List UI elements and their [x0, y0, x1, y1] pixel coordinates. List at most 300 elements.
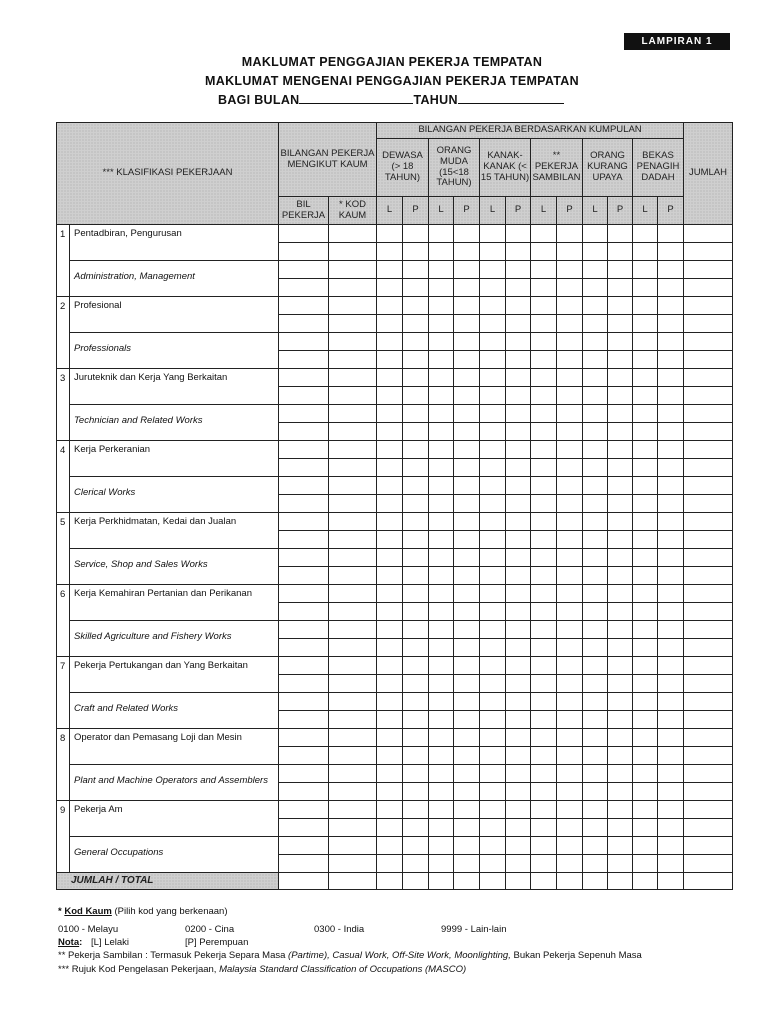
entry-cell[interactable] — [480, 459, 506, 477]
entry-cell[interactable] — [403, 333, 429, 351]
entry-cell[interactable] — [377, 549, 403, 567]
entry-cell[interactable] — [329, 423, 377, 441]
entry-cell[interactable] — [608, 819, 633, 837]
entry-cell[interactable] — [557, 621, 583, 639]
entry-cell[interactable] — [506, 711, 531, 729]
entry-cell[interactable] — [658, 729, 684, 747]
entry-cell[interactable] — [608, 387, 633, 405]
entry-cell[interactable] — [377, 837, 403, 855]
entry-cell[interactable] — [557, 243, 583, 261]
entry-cell[interactable] — [583, 261, 608, 279]
entry-cell[interactable] — [429, 693, 454, 711]
entry-cell[interactable] — [608, 675, 633, 693]
entry-cell[interactable] — [329, 585, 377, 603]
entry-cell[interactable] — [608, 621, 633, 639]
entry-cell[interactable] — [429, 423, 454, 441]
entry-cell[interactable] — [377, 513, 403, 531]
entry-cell[interactable] — [658, 711, 684, 729]
entry-cell[interactable] — [454, 441, 480, 459]
entry-cell[interactable] — [279, 783, 329, 801]
entry-cell[interactable] — [633, 405, 658, 423]
entry-cell[interactable] — [279, 747, 329, 765]
entry-cell[interactable] — [531, 837, 557, 855]
entry-cell[interactable] — [429, 441, 454, 459]
entry-cell[interactable] — [480, 261, 506, 279]
entry-cell[interactable] — [658, 873, 684, 890]
entry-cell[interactable] — [454, 243, 480, 261]
entry-cell[interactable] — [506, 585, 531, 603]
entry-cell[interactable] — [684, 261, 733, 279]
entry-cell[interactable] — [506, 639, 531, 657]
entry-cell[interactable] — [557, 261, 583, 279]
entry-cell[interactable] — [480, 837, 506, 855]
entry-cell[interactable] — [583, 351, 608, 369]
entry-cell[interactable] — [684, 297, 733, 315]
entry-cell[interactable] — [684, 243, 733, 261]
entry-cell[interactable] — [557, 387, 583, 405]
entry-cell[interactable] — [329, 549, 377, 567]
entry-cell[interactable] — [531, 801, 557, 819]
entry-cell[interactable] — [608, 297, 633, 315]
entry-cell[interactable] — [608, 855, 633, 873]
entry-cell[interactable] — [583, 693, 608, 711]
entry-cell[interactable] — [633, 837, 658, 855]
entry-cell[interactable] — [279, 801, 329, 819]
entry-cell[interactable] — [429, 639, 454, 657]
entry-cell[interactable] — [480, 243, 506, 261]
entry-cell[interactable] — [454, 567, 480, 585]
entry-cell[interactable] — [480, 423, 506, 441]
entry-cell[interactable] — [403, 585, 429, 603]
entry-cell[interactable] — [557, 657, 583, 675]
entry-cell[interactable] — [454, 729, 480, 747]
entry-cell[interactable] — [403, 261, 429, 279]
entry-cell[interactable] — [531, 333, 557, 351]
entry-cell[interactable] — [583, 783, 608, 801]
entry-cell[interactable] — [329, 729, 377, 747]
entry-cell[interactable] — [377, 333, 403, 351]
entry-cell[interactable] — [377, 729, 403, 747]
entry-cell[interactable] — [658, 297, 684, 315]
entry-cell[interactable] — [658, 333, 684, 351]
entry-cell[interactable] — [684, 747, 733, 765]
entry-cell[interactable] — [684, 531, 733, 549]
entry-cell[interactable] — [480, 819, 506, 837]
entry-cell[interactable] — [583, 369, 608, 387]
entry-cell[interactable] — [658, 675, 684, 693]
entry-cell[interactable] — [429, 675, 454, 693]
entry-cell[interactable] — [279, 495, 329, 513]
entry-cell[interactable] — [506, 369, 531, 387]
entry-cell[interactable] — [658, 477, 684, 495]
entry-cell[interactable] — [329, 819, 377, 837]
entry-cell[interactable] — [279, 243, 329, 261]
entry-cell[interactable] — [557, 801, 583, 819]
entry-cell[interactable] — [506, 423, 531, 441]
entry-cell[interactable] — [403, 603, 429, 621]
entry-cell[interactable] — [429, 513, 454, 531]
entry-cell[interactable] — [531, 657, 557, 675]
entry-cell[interactable] — [506, 675, 531, 693]
entry-cell[interactable] — [377, 531, 403, 549]
entry-cell[interactable] — [429, 855, 454, 873]
entry-cell[interactable] — [608, 873, 633, 890]
entry-cell[interactable] — [403, 531, 429, 549]
entry-cell[interactable] — [377, 819, 403, 837]
entry-cell[interactable] — [454, 405, 480, 423]
entry-cell[interactable] — [377, 477, 403, 495]
entry-cell[interactable] — [583, 387, 608, 405]
entry-cell[interactable] — [583, 765, 608, 783]
entry-cell[interactable] — [658, 441, 684, 459]
entry-cell[interactable] — [329, 657, 377, 675]
entry-cell[interactable] — [279, 729, 329, 747]
entry-cell[interactable] — [377, 405, 403, 423]
entry-cell[interactable] — [684, 279, 733, 297]
entry-cell[interactable] — [583, 729, 608, 747]
entry-cell[interactable] — [608, 243, 633, 261]
entry-cell[interactable] — [583, 243, 608, 261]
entry-cell[interactable] — [684, 225, 733, 243]
entry-cell[interactable] — [583, 423, 608, 441]
entry-cell[interactable] — [480, 855, 506, 873]
entry-cell[interactable] — [557, 477, 583, 495]
entry-cell[interactable] — [633, 639, 658, 657]
entry-cell[interactable] — [531, 495, 557, 513]
entry-cell[interactable] — [480, 477, 506, 495]
entry-cell[interactable] — [403, 243, 429, 261]
entry-cell[interactable] — [608, 225, 633, 243]
entry-cell[interactable] — [506, 225, 531, 243]
entry-cell[interactable] — [377, 495, 403, 513]
entry-cell[interactable] — [583, 657, 608, 675]
entry-cell[interactable] — [608, 711, 633, 729]
entry-cell[interactable] — [531, 603, 557, 621]
entry-cell[interactable] — [608, 783, 633, 801]
entry-cell[interactable] — [506, 333, 531, 351]
entry-cell[interactable] — [377, 297, 403, 315]
entry-cell[interactable] — [557, 495, 583, 513]
entry-cell[interactable] — [429, 801, 454, 819]
entry-cell[interactable] — [480, 639, 506, 657]
entry-cell[interactable] — [454, 783, 480, 801]
entry-cell[interactable] — [279, 225, 329, 243]
entry-cell[interactable] — [329, 531, 377, 549]
entry-cell[interactable] — [480, 549, 506, 567]
entry-cell[interactable] — [557, 405, 583, 423]
entry-cell[interactable] — [658, 513, 684, 531]
entry-cell[interactable] — [279, 819, 329, 837]
entry-cell[interactable] — [329, 693, 377, 711]
entry-cell[interactable] — [377, 387, 403, 405]
entry-cell[interactable] — [279, 297, 329, 315]
entry-cell[interactable] — [684, 711, 733, 729]
entry-cell[interactable] — [429, 495, 454, 513]
entry-cell[interactable] — [658, 459, 684, 477]
entry-cell[interactable] — [377, 873, 403, 890]
entry-cell[interactable] — [531, 243, 557, 261]
entry-cell[interactable] — [506, 513, 531, 531]
entry-cell[interactable] — [377, 585, 403, 603]
entry-cell[interactable] — [583, 873, 608, 890]
entry-cell[interactable] — [608, 765, 633, 783]
entry-cell[interactable] — [480, 747, 506, 765]
entry-cell[interactable] — [279, 477, 329, 495]
entry-cell[interactable] — [583, 315, 608, 333]
entry-cell[interactable] — [583, 495, 608, 513]
entry-cell[interactable] — [506, 405, 531, 423]
entry-cell[interactable] — [329, 225, 377, 243]
entry-cell[interactable] — [454, 369, 480, 387]
entry-cell[interactable] — [583, 459, 608, 477]
entry-cell[interactable] — [429, 387, 454, 405]
entry-cell[interactable] — [633, 513, 658, 531]
entry-cell[interactable] — [506, 315, 531, 333]
entry-cell[interactable] — [684, 567, 733, 585]
entry-cell[interactable] — [583, 405, 608, 423]
entry-cell[interactable] — [329, 369, 377, 387]
entry-cell[interactable] — [531, 585, 557, 603]
entry-cell[interactable] — [429, 873, 454, 890]
entry-cell[interactable] — [279, 549, 329, 567]
entry-cell[interactable] — [658, 765, 684, 783]
entry-cell[interactable] — [377, 693, 403, 711]
entry-cell[interactable] — [279, 315, 329, 333]
entry-cell[interactable] — [403, 405, 429, 423]
entry-cell[interactable] — [633, 549, 658, 567]
entry-cell[interactable] — [329, 261, 377, 279]
entry-cell[interactable] — [377, 765, 403, 783]
entry-cell[interactable] — [684, 657, 733, 675]
entry-cell[interactable] — [279, 333, 329, 351]
entry-cell[interactable] — [279, 693, 329, 711]
entry-cell[interactable] — [480, 351, 506, 369]
entry-cell[interactable] — [429, 279, 454, 297]
entry-cell[interactable] — [279, 369, 329, 387]
entry-cell[interactable] — [329, 513, 377, 531]
entry-cell[interactable] — [454, 747, 480, 765]
entry-cell[interactable] — [506, 477, 531, 495]
entry-cell[interactable] — [658, 549, 684, 567]
entry-cell[interactable] — [557, 549, 583, 567]
entry-cell[interactable] — [329, 333, 377, 351]
entry-cell[interactable] — [429, 567, 454, 585]
entry-cell[interactable] — [684, 441, 733, 459]
entry-cell[interactable] — [377, 261, 403, 279]
entry-cell[interactable] — [506, 693, 531, 711]
entry-cell[interactable] — [658, 531, 684, 549]
entry-cell[interactable] — [658, 837, 684, 855]
entry-cell[interactable] — [684, 729, 733, 747]
entry-cell[interactable] — [684, 639, 733, 657]
entry-cell[interactable] — [454, 279, 480, 297]
entry-cell[interactable] — [608, 549, 633, 567]
entry-cell[interactable] — [480, 621, 506, 639]
entry-cell[interactable] — [429, 711, 454, 729]
entry-cell[interactable] — [403, 459, 429, 477]
entry-cell[interactable] — [608, 693, 633, 711]
entry-cell[interactable] — [279, 621, 329, 639]
entry-cell[interactable] — [658, 369, 684, 387]
entry-cell[interactable] — [377, 459, 403, 477]
entry-cell[interactable] — [583, 531, 608, 549]
entry-cell[interactable] — [403, 855, 429, 873]
entry-cell[interactable] — [633, 225, 658, 243]
entry-cell[interactable] — [633, 531, 658, 549]
entry-cell[interactable] — [279, 261, 329, 279]
entry-cell[interactable] — [633, 441, 658, 459]
entry-cell[interactable] — [684, 513, 733, 531]
entry-cell[interactable] — [377, 369, 403, 387]
entry-cell[interactable] — [403, 225, 429, 243]
entry-cell[interactable] — [633, 711, 658, 729]
entry-cell[interactable] — [583, 675, 608, 693]
entry-cell[interactable] — [583, 747, 608, 765]
entry-cell[interactable] — [377, 423, 403, 441]
entry-cell[interactable] — [429, 603, 454, 621]
entry-cell[interactable] — [633, 801, 658, 819]
entry-cell[interactable] — [506, 873, 531, 890]
entry-cell[interactable] — [429, 315, 454, 333]
entry-cell[interactable] — [633, 333, 658, 351]
entry-cell[interactable] — [454, 657, 480, 675]
entry-cell[interactable] — [429, 225, 454, 243]
entry-cell[interactable] — [531, 351, 557, 369]
entry-cell[interactable] — [429, 837, 454, 855]
entry-cell[interactable] — [329, 837, 377, 855]
entry-cell[interactable] — [279, 279, 329, 297]
entry-cell[interactable] — [279, 585, 329, 603]
entry-cell[interactable] — [684, 675, 733, 693]
entry-cell[interactable] — [633, 369, 658, 387]
entry-cell[interactable] — [429, 783, 454, 801]
entry-cell[interactable] — [377, 675, 403, 693]
entry-cell[interactable] — [658, 495, 684, 513]
entry-cell[interactable] — [454, 225, 480, 243]
entry-cell[interactable] — [684, 477, 733, 495]
entry-cell[interactable] — [684, 621, 733, 639]
entry-cell[interactable] — [531, 387, 557, 405]
entry-cell[interactable] — [377, 801, 403, 819]
entry-cell[interactable] — [403, 729, 429, 747]
entry-cell[interactable] — [480, 801, 506, 819]
entry-cell[interactable] — [506, 837, 531, 855]
entry-cell[interactable] — [633, 621, 658, 639]
entry-cell[interactable] — [377, 621, 403, 639]
entry-cell[interactable] — [633, 693, 658, 711]
entry-cell[interactable] — [429, 459, 454, 477]
entry-cell[interactable] — [329, 297, 377, 315]
entry-cell[interactable] — [557, 441, 583, 459]
entry-cell[interactable] — [429, 531, 454, 549]
entry-cell[interactable] — [608, 279, 633, 297]
entry-cell[interactable] — [480, 765, 506, 783]
entry-cell[interactable] — [684, 765, 733, 783]
entry-cell[interactable] — [684, 585, 733, 603]
entry-cell[interactable] — [279, 675, 329, 693]
entry-cell[interactable] — [377, 711, 403, 729]
entry-cell[interactable] — [329, 639, 377, 657]
entry-cell[interactable] — [608, 603, 633, 621]
entry-cell[interactable] — [608, 369, 633, 387]
entry-cell[interactable] — [329, 315, 377, 333]
entry-cell[interactable] — [429, 297, 454, 315]
entry-cell[interactable] — [531, 477, 557, 495]
entry-cell[interactable] — [557, 729, 583, 747]
entry-cell[interactable] — [454, 333, 480, 351]
entry-cell[interactable] — [329, 279, 377, 297]
entry-cell[interactable] — [684, 693, 733, 711]
entry-cell[interactable] — [531, 765, 557, 783]
entry-cell[interactable] — [633, 243, 658, 261]
entry-cell[interactable] — [608, 639, 633, 657]
entry-cell[interactable] — [329, 783, 377, 801]
entry-cell[interactable] — [583, 837, 608, 855]
entry-cell[interactable] — [557, 639, 583, 657]
entry-cell[interactable] — [531, 459, 557, 477]
entry-cell[interactable] — [506, 621, 531, 639]
entry-cell[interactable] — [608, 585, 633, 603]
entry-cell[interactable] — [531, 315, 557, 333]
entry-cell[interactable] — [480, 531, 506, 549]
entry-cell[interactable] — [633, 261, 658, 279]
entry-cell[interactable] — [557, 423, 583, 441]
entry-cell[interactable] — [403, 657, 429, 675]
entry-cell[interactable] — [506, 279, 531, 297]
entry-cell[interactable] — [377, 657, 403, 675]
entry-cell[interactable] — [633, 477, 658, 495]
entry-cell[interactable] — [583, 567, 608, 585]
entry-cell[interactable] — [506, 297, 531, 315]
entry-cell[interactable] — [279, 567, 329, 585]
entry-cell[interactable] — [633, 585, 658, 603]
entry-cell[interactable] — [633, 747, 658, 765]
entry-cell[interactable] — [583, 279, 608, 297]
entry-cell[interactable] — [454, 351, 480, 369]
bulan-field[interactable] — [299, 92, 413, 104]
entry-cell[interactable] — [658, 819, 684, 837]
entry-cell[interactable] — [557, 567, 583, 585]
entry-cell[interactable] — [454, 873, 480, 890]
entry-cell[interactable] — [531, 783, 557, 801]
entry-cell[interactable] — [329, 495, 377, 513]
entry-cell[interactable] — [557, 513, 583, 531]
entry-cell[interactable] — [506, 657, 531, 675]
entry-cell[interactable] — [329, 765, 377, 783]
entry-cell[interactable] — [583, 585, 608, 603]
entry-cell[interactable] — [583, 711, 608, 729]
entry-cell[interactable] — [557, 603, 583, 621]
entry-cell[interactable] — [454, 261, 480, 279]
entry-cell[interactable] — [454, 621, 480, 639]
entry-cell[interactable] — [403, 711, 429, 729]
entry-cell[interactable] — [684, 495, 733, 513]
entry-cell[interactable] — [403, 621, 429, 639]
entry-cell[interactable] — [608, 261, 633, 279]
entry-cell[interactable] — [633, 279, 658, 297]
entry-cell[interactable] — [403, 279, 429, 297]
entry-cell[interactable] — [403, 315, 429, 333]
entry-cell[interactable] — [429, 261, 454, 279]
entry-cell[interactable] — [608, 567, 633, 585]
entry-cell[interactable] — [403, 747, 429, 765]
entry-cell[interactable] — [557, 369, 583, 387]
entry-cell[interactable] — [583, 603, 608, 621]
entry-cell[interactable] — [403, 783, 429, 801]
entry-cell[interactable] — [279, 405, 329, 423]
entry-cell[interactable] — [454, 315, 480, 333]
entry-cell[interactable] — [480, 873, 506, 890]
